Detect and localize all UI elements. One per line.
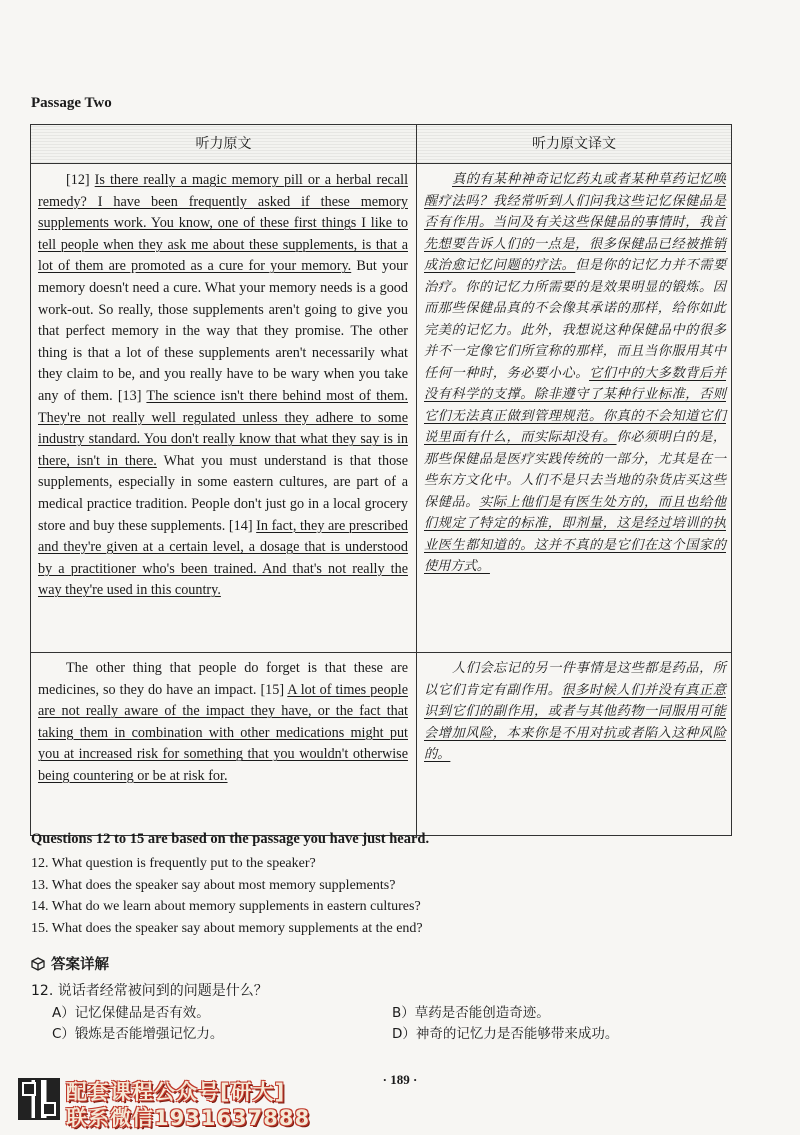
question-item: 12. What question is frequently put to the speaker? [31, 856, 316, 871]
option-b: B）草药是否能创造奇迹。 [392, 1005, 550, 1021]
table-header-translation: 听力原文译文 [417, 125, 731, 163]
question-item: 14. What do we learn about memory supplements in eastern cultures? [31, 899, 421, 914]
questions-title: Questions 12 to 15 are based on the passage you have just heard. [31, 831, 430, 847]
answer-heading: 答案详解 [31, 953, 109, 974]
option-a: A）记忆保健品是否有效。 [52, 1005, 210, 1021]
question-item: 13. What does the speaker say about most memory supplements? [31, 877, 396, 893]
answer-question: 12. 说话者经常被问到的问题是什么？ [31, 983, 268, 999]
transcript-table [30, 124, 732, 836]
watermark-line-2: 联系微信1931637888 [66, 1106, 311, 1130]
option-d: D）神奇的记忆力是否能够带来成功。 [392, 1026, 619, 1042]
question-list [31, 853, 423, 939]
table-header-original: 听力原文 [31, 125, 416, 163]
page-number: · 189 · [382, 1072, 418, 1087]
row1-chinese: 真的有某种神奇记忆药丸或者某种草药记忆唤醒疗法吗？我经常听到人们问我这些记忆保健品是否有作用。当问及有关这些保健品的事情时，我首先想要告诉人们的一点是，很多保健品已经被推销成治愈记忆问题的疗法。但是你的记忆力并不需要治疗。你的记忆力所需要的是效果明显的锻炼。因而那些保健品真的不会像其承诺的那样，给你如此完美的记忆力。此外，我想说这种保健品中的很多并不一定像它们所宣称的那样，而且当你服用其中任何一种时，务必要小心。它们中的大多数背后并没有科学的支撑。除非遵守了某种行业标准，否则它们无法真正做到管理规范。你真的不会知道它们说里面有什么，而实际却没有。你必须明白的是，那些保健品是医疗实践传统的一部分，尤其是在一些东方文化中。人们不是只去当地的杂货店买这些保健品。实际上他们是有医生处方的，而且也给他们规定了特定的标准，即剂量，这是经过培训的执业医生都知道的。这并不真的是它们在这个国家的使用方式。 [424, 172, 727, 574]
cube-icon [31, 957, 45, 971]
question-item: 15. What does the speaker say about memory supplements at the end? [31, 920, 423, 936]
watermark-line-1: 配套课程公众号[研大] [66, 1080, 286, 1104]
row1-english: [12] Is there really a magic memory pill or a herbal recall remedy? I have been frequently asked if these memory supplements work. You know, one of these first things I like to tell people when they ask me about these supplements, is that a lot of them are promoted as a cure for your memory. But your memory doesn't need a cure. What your memory needs is a good work-out. So really, those supplements aren't going to give you that perfect memory in the way that they promise. The other thing is that a lot of these supplements aren't necessarily what they claim to be, and you really have to be wary when you take any of them. [13] The science isn't there behind most of them. They're not really well regulated unless they adhere to some industry standard. You don't really know that what they say is in there, isn't in there. What you must understand is that those supplements, especially in some eastern cultures, are part of a medical practice tradition. People don't just go in a local grocery store and buy these supplements. [14] In fact, they are prescribed and they're given at a certain level, a dosage that is understood by a practitioner who's been trained. And that's not really the way they're used in this country. [38, 172, 409, 599]
qr-code-icon [18, 1078, 60, 1120]
header-divider [31, 163, 731, 164]
row2-english: The other thing that people do forget is that these are medicines, so they do have an impact. [15] A lot of times people are not really aware of the impact they have, or the fact that taking them in combination with other medications might put you at increased risk for something that you wouldn't otherwise being countering or be at risk for. [38, 660, 408, 784]
column-divider [416, 125, 417, 835]
row2-chinese: 人们会忘记的另一件事情是这些都是药品，所以它们肯定有副作用。很多时候人们并没有真正意识到它们的副作用，或者与其他药物一同服用可能会增加风险，本来你是不用对抗或者陷入这种风险的。 [424, 661, 727, 762]
row-divider [31, 652, 731, 653]
option-c: C）锻炼是否能增强记忆力。 [52, 1026, 224, 1042]
passage-title: Passage Two [31, 95, 112, 111]
